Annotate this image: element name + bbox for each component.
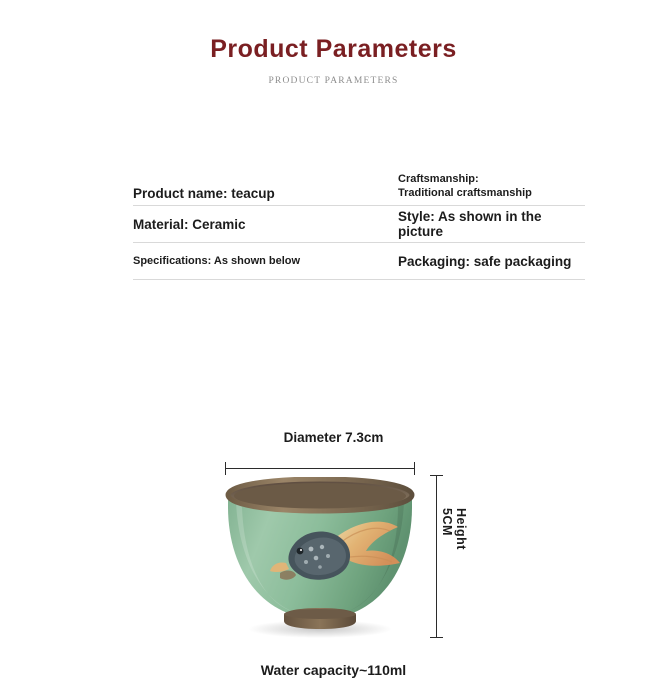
craftsmanship-label: Craftsmanship: [398,172,479,185]
packaging-value: Packaging: safe packaging [398,253,572,269]
table-row [133,243,585,280]
spec-cell-right [398,172,585,201]
table-row [133,163,585,206]
material-value: Material: Ceramic [133,216,246,232]
craftsmanship-detail: Traditional craftsmanship [398,187,532,200]
spec-cell-right [398,243,585,279]
diameter-measure-bar [225,462,415,474]
spec-cell-left [133,206,398,242]
page-title: Product Parameters [210,35,457,63]
page-header [0,0,667,86]
specification-table [133,163,585,280]
height-measure-bar [430,475,443,638]
spec-cell-right [398,206,585,242]
table-row [133,206,585,243]
capacity-label: Water capacity~110ml [260,662,407,678]
page-subtitle: PRODUCT PARAMETERS [268,76,399,86]
style-value: Style: As shown in the picture [398,209,542,239]
height-label: Height 5CM [440,508,468,550]
measure-cap-right [414,462,415,475]
specifications-value: Specifications: As shown below [133,255,301,267]
teacup-illustration-svg [216,477,422,639]
spec-cell-left [133,186,398,201]
product-name-value: Product name: teacup [133,186,275,201]
craftsmanship-value [398,172,532,201]
measure-cap-left [225,462,226,475]
diameter-label: Diameter 7.3cm [283,430,384,445]
teacup-image [216,477,422,639]
product-illustration [0,430,667,678]
spec-cell-left [133,243,398,279]
measure-line [436,475,437,638]
measure-cap-bottom [430,637,443,638]
measure-cap-top [430,475,443,476]
measure-line [225,468,415,469]
